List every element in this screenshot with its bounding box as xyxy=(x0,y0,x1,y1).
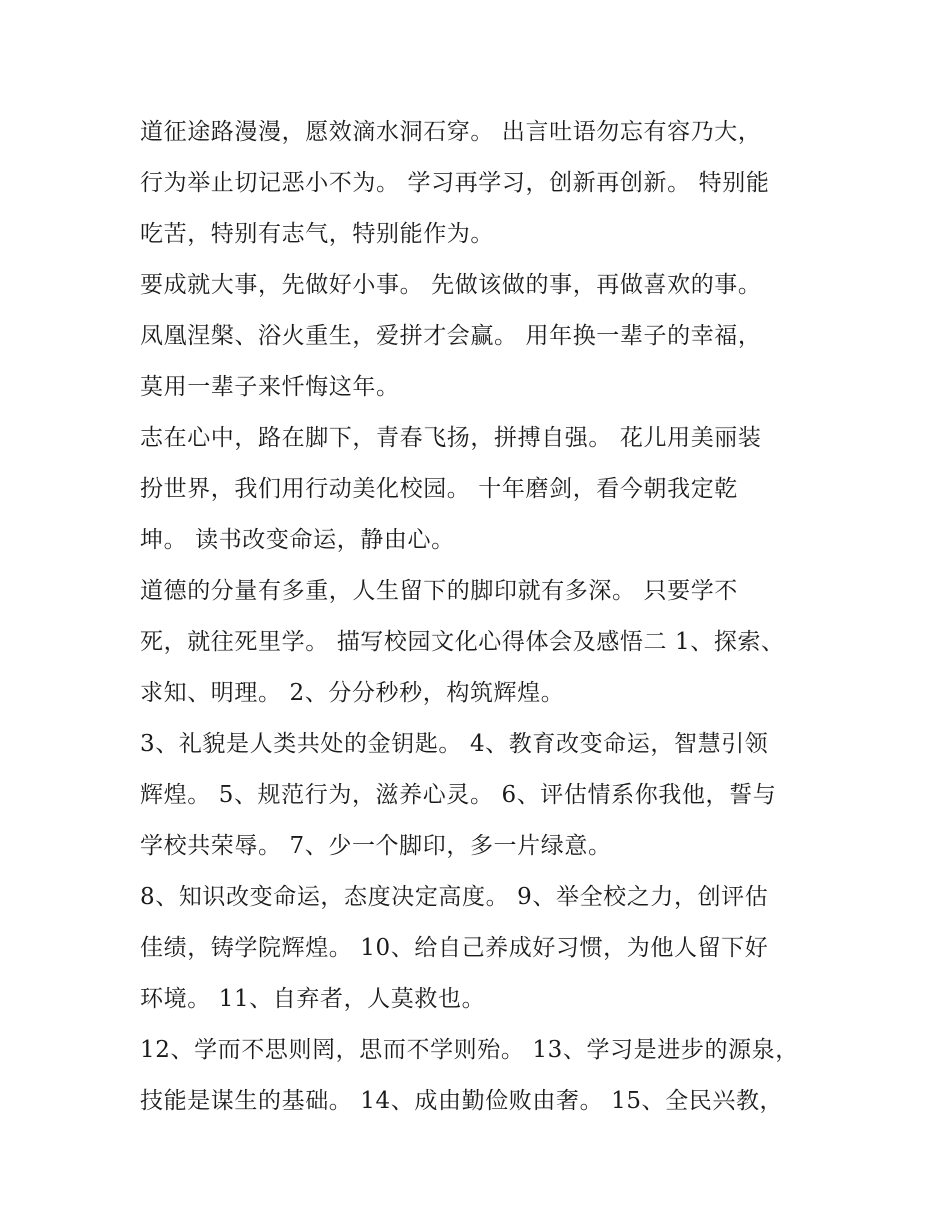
text-line: 12、学而不思则罔，思而不学则殆。 13、学习是进步的源泉， xyxy=(140,1037,799,1063)
text-line: 学校共荣辱。 7、少一个脚印，多一片绿意。 xyxy=(140,833,612,859)
text-line: 佳绩，铸学院辉煌。 10、给自己养成好习惯，为他人留下好 xyxy=(140,935,769,961)
text-line: 死，就往死里学。 描写校园文化心得体会及感悟二 1、探索、 xyxy=(140,629,785,655)
text-line: 要成就大事，先做好小事。 先做该做的事，再做喜欢的事。 xyxy=(140,272,762,298)
text-line: 技能是谋生的基础。 14、成由勤俭败由奢。 15、全民兴教， xyxy=(140,1088,784,1114)
text-line: 坤。 读书改变命运，静由心。 xyxy=(140,527,455,553)
text-line: 道征途路漫漫，愿效滴水洞石穿。 出言吐语勿忘有容乃大， xyxy=(140,119,762,145)
text-line: 求知、明理。 2、分分秒秒，构筑辉煌。 xyxy=(140,680,565,706)
text-line: 志在心中，路在脚下，青春飞扬，拼搏自强。 花儿用美丽装 xyxy=(140,425,762,451)
text-line: 3、礼貌是人类共处的金钥匙。 4、教育改变命运，智慧引领 xyxy=(140,731,769,757)
body-text xyxy=(140,107,820,1127)
text-line: 莫用一辈子来忏悔这年。 xyxy=(140,374,400,400)
text-line: 行为举止切记恶小不为。 学习再学习，创新再创新。 特别能 xyxy=(140,170,770,196)
text-line: 吃苦，特别有志气，特别能作为。 xyxy=(140,221,494,247)
text-line: 辉煌。 5、规范行为，滋养心灵。 6、评估情系你我他，誓与 xyxy=(140,782,777,808)
text-line: 凤凰涅槃、浴火重生，爱拼才会赢。 用年换一辈子的幸福， xyxy=(140,323,762,349)
text-line: 扮世界，我们用行动美化校园。 十年磨剑，看今朝我定乾 xyxy=(140,476,738,502)
text-line: 8、知识改变命运，态度决定高度。 9、举全校之力，创评估 xyxy=(140,884,769,910)
text-line: 环境。 11、自弃者，人莫救也。 xyxy=(140,986,486,1012)
text-line: 道德的分量有多重，人生留下的脚印就有多深。 只要学不 xyxy=(140,578,738,604)
